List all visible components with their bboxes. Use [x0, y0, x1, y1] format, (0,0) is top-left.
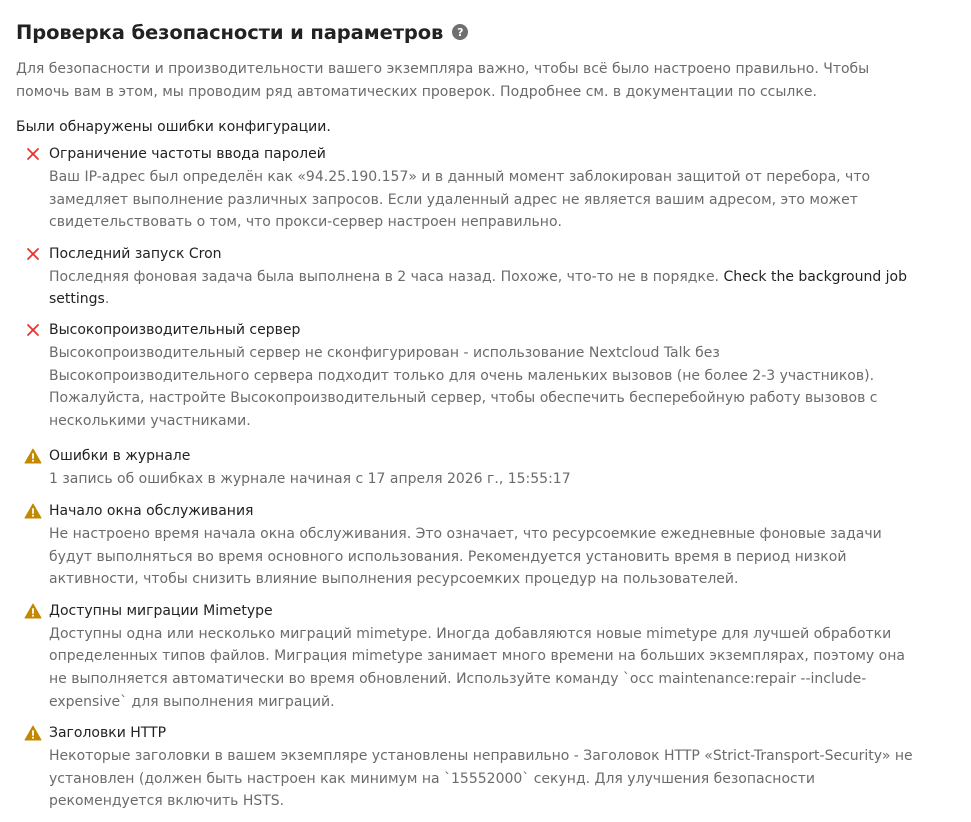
- issue-description: Не настроено время начала окна обслуживания. Это означает, что ресурсоемкие ежедневные фоновые задачи будут выполняться во время основного использования. Рекомендуется установить время в период низкой активности, чтобы снизить влияние выполнения ресурсоемких процедур на пользователей.: [49, 525, 882, 588]
- issue-item: [16, 445, 919, 491]
- issue-title: Ограничение частоты ввода паролей: [49, 146, 326, 162]
- issue-item: [16, 143, 919, 234]
- security-setup-section: [16, 0, 956, 813]
- warning-icon: [24, 502, 42, 520]
- issue-title: Начало окна обслуживания: [49, 502, 254, 519]
- issue-list: [16, 143, 956, 813]
- issue-item: [16, 500, 919, 591]
- issue-title: Заголовки HTTP: [49, 725, 167, 742]
- page-title: Проверка безопасности и параметров: [16, 20, 444, 44]
- close-icon: [24, 245, 42, 263]
- close-icon: [24, 321, 42, 339]
- warning-icon: [24, 724, 42, 742]
- section-header: [16, 18, 956, 46]
- issue-description: Некоторые заголовки в вашем экземпляре установлены неправильно - Заголовок HTTP «Strict-Transport-Security» не установлен (должен быть настроен как минимум на `15552000` секунд. Для улучшения безопасности рекомендуется включить HSTS.: [49, 748, 913, 810]
- issue-item: [16, 600, 919, 713]
- intro-text: Для безопасности и производительности вашего экземпляра важно, чтобы всё было настроено правильно. Чтобы помочь вам в этом, мы проводим ряд автоматических проверок. Подробнее см. в документации по ссылке.: [16, 61, 870, 100]
- issue-item: [16, 243, 919, 311]
- issue-description-text: Последняя фоновая задача была выполнена в 2 часа назад. Похоже, что-то не в порядке.: [49, 268, 724, 285]
- warning-icon: [24, 602, 42, 620]
- issue-description: Доступны одна или несколько миграций mimetype. Иногда добавляются новые mimetype для лучшей обработки определенных типов файлов. Миграция mimetype занимает много времени на больших экземплярах, поэтому она не выполняется автоматически во время обновлений. Используйте команду `occ maintenance:repair --include-expensive` для выполнения миграций.: [49, 625, 905, 710]
- issue-title: Последний запуск Cron: [49, 245, 222, 262]
- help-icon[interactable]: ?: [452, 24, 468, 40]
- issue-item: [16, 722, 919, 813]
- issue-item: [16, 319, 919, 432]
- issue-title: Высокопроизводительный сервер: [49, 321, 301, 338]
- issue-description: Ваш IP-адрес был определён как «94.25.190.157» и в данный момент заблокирован защитой от перебора, что замедляет выполнение различных запросов. Если удаленный адрес не является вашим адресом, это может свидетельствовать о том, что прокси-сервер настроен неправильно.: [49, 169, 871, 231]
- close-icon: [24, 145, 42, 163]
- issue-description: [49, 266, 919, 311]
- issue-description: Высокопроизводительный сервер не сконфигурирован - использование Nextcloud Talk без Высокопроизводительного сервера подходит только для очень маленьких вызовов (не более 2-3 участников). Пожалуйста, настройте Высокопроизводительный сервер, чтобы обеспечить бесперебойную работу вызовов с несколькими участниками.: [49, 344, 878, 429]
- errors-heading: Были обнаружены ошибки конфигурации.: [16, 119, 331, 135]
- warning-icon: [24, 447, 42, 465]
- issue-title: Доступны миграции Mimetype: [49, 602, 273, 619]
- background-job-settings-link[interactable]: Check the background job settings: [49, 268, 908, 308]
- issue-description-suffix: .: [104, 291, 110, 308]
- issue-title: Ошибки в журнале: [49, 448, 191, 465]
- issue-description: 1 запись об ошибках в журнале начиная с 17 апреля 2026 г., 15:55:17: [49, 471, 571, 488]
